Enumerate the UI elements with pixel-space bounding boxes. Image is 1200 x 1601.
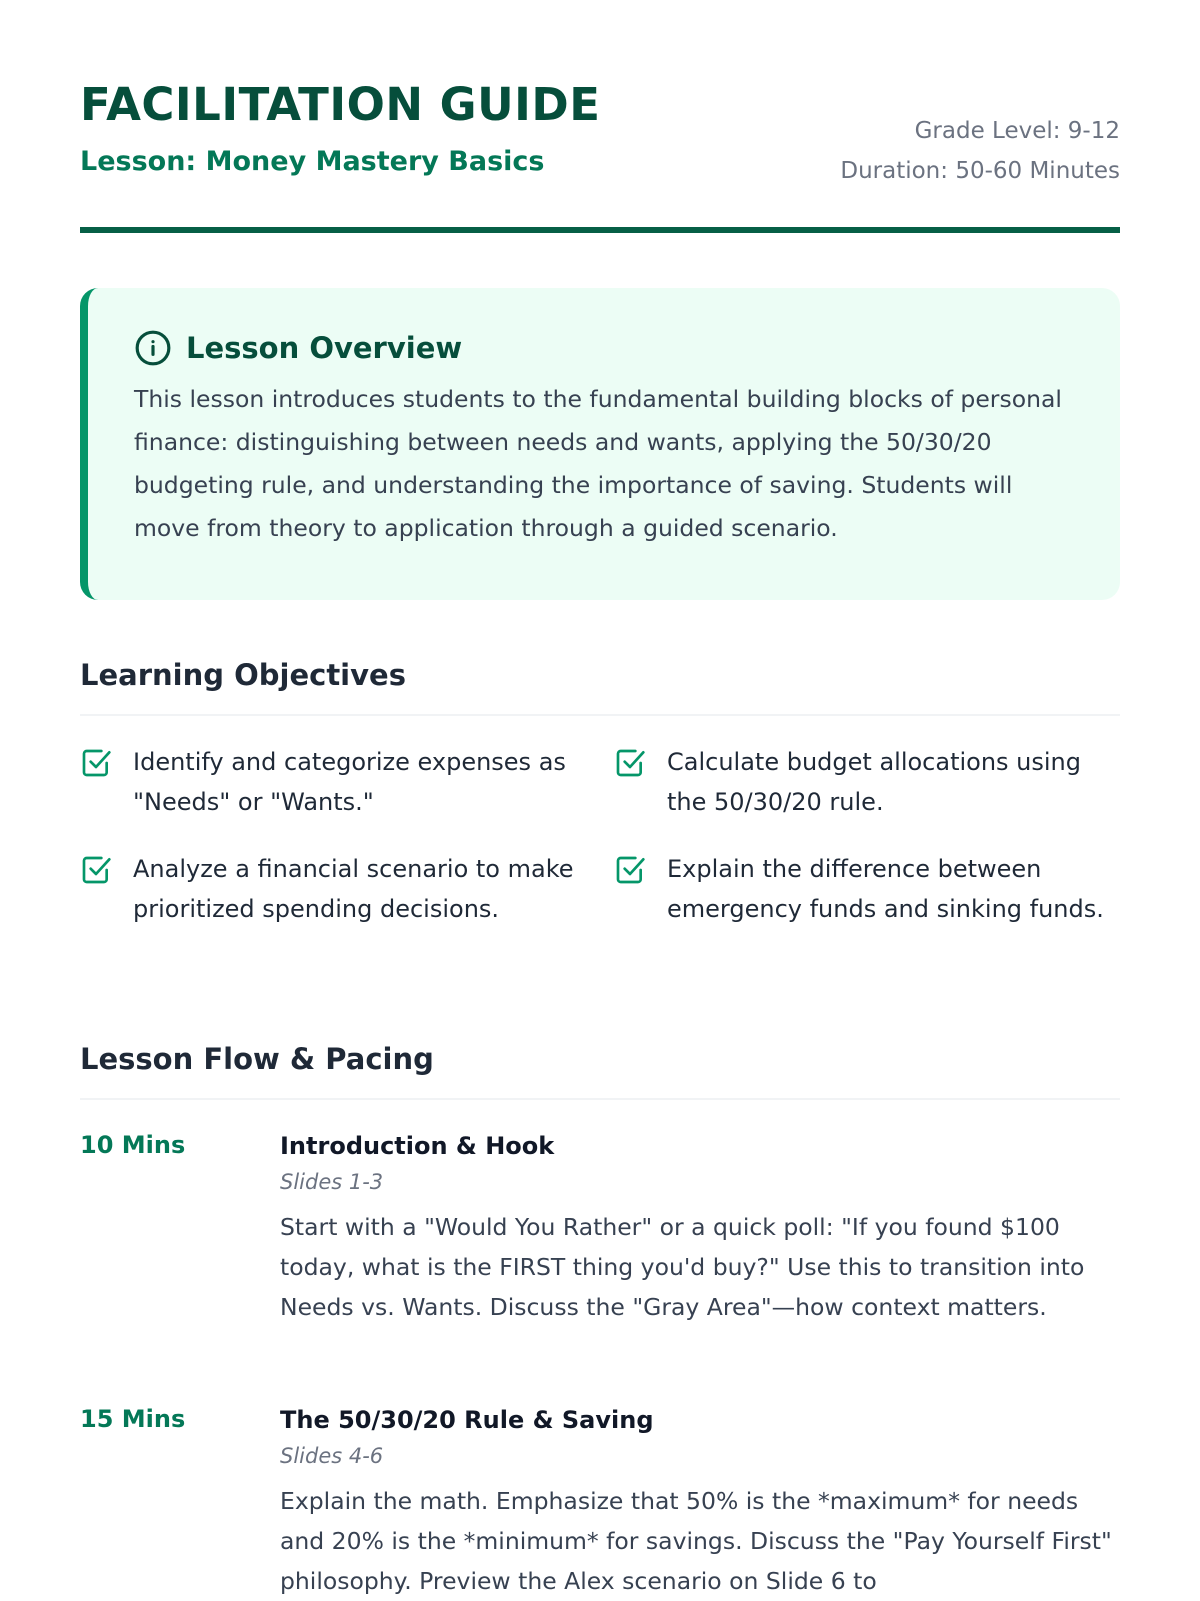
grade-level: Grade Level: 9-12 <box>914 118 1120 144</box>
flow-divider <box>80 1098 1120 1100</box>
objective-item <box>614 742 1114 822</box>
flow-step-time: 10 Mins <box>80 1131 186 1159</box>
flow-step-slides: Slides 4-6 <box>280 1444 384 1468</box>
page-title: FACILITATION GUIDE <box>80 78 601 131</box>
objectives-title: Learning Objectives <box>80 658 406 692</box>
objective-item <box>614 849 1114 929</box>
overview-title: Lesson Overview <box>186 331 463 365</box>
objective-text: Analyze a financial scenario to make prioritized spending decisions. <box>133 855 574 923</box>
flow-step-text: Start with a "Would You Rather" or a quick poll: "If you found $100 today, what is the FIRST thing you'd buy?" Use this to transition into Needs vs. Wants. Discuss the "Gray Area"—how context matters. <box>280 1213 1085 1321</box>
lesson-meta <box>840 111 1120 191</box>
facilitation-guide-page <box>80 0 1120 1595</box>
flow-step-slides: Slides 1-3 <box>280 1170 384 1194</box>
checkbox-check-icon <box>614 747 646 779</box>
objective-text: Calculate budget allocations using the 50/30/20 rule. <box>667 748 1081 816</box>
flow-step-text: Explain the math. Emphasize that 50% is the *maximum* for needs and 20% is the *minimum* for savings. Discuss the "Pay Yourself First" philosophy. Preview the Alex scenario on Slide 6 to <box>280 1487 1112 1595</box>
flow-step-title: Introduction & Hook <box>280 1132 555 1160</box>
checkbox-check-icon <box>80 854 112 886</box>
flow-step-time: 15 Mins <box>80 1405 186 1433</box>
lesson-overview-card <box>80 288 1120 600</box>
overview-text: This lesson introduces students to the fundamental building blocks of personal finance: distinguishing between needs and wants, applying the 50/30/20 budgeting rule, and understanding the importance of saving. Students will move from theory to application through a guided scenario. <box>134 385 1062 542</box>
objective-item <box>80 849 580 929</box>
flow-step-body <box>280 1405 1120 1601</box>
objective-text: Identify and categorize expenses as "Needs" or "Wants." <box>133 748 566 816</box>
page-header <box>80 0 1120 234</box>
objective-text: Explain the difference between emergency funds and sinking funds. <box>667 855 1104 923</box>
checkbox-check-icon <box>80 747 112 779</box>
info-icon <box>134 329 172 367</box>
overview-header <box>134 328 1080 368</box>
checkbox-check-icon <box>614 854 646 886</box>
header-divider <box>80 227 1120 233</box>
flow-step-title: The 50/30/20 Rule & Saving <box>280 1406 654 1434</box>
duration: Duration: 50-60 Minutes <box>840 158 1120 184</box>
objective-item <box>80 742 580 822</box>
lesson-subtitle: Lesson: Money Mastery Basics <box>80 146 545 177</box>
flow-step-body <box>280 1131 1120 1327</box>
flow-title: Lesson Flow & Pacing <box>80 1042 434 1076</box>
objectives-divider <box>80 714 1120 716</box>
